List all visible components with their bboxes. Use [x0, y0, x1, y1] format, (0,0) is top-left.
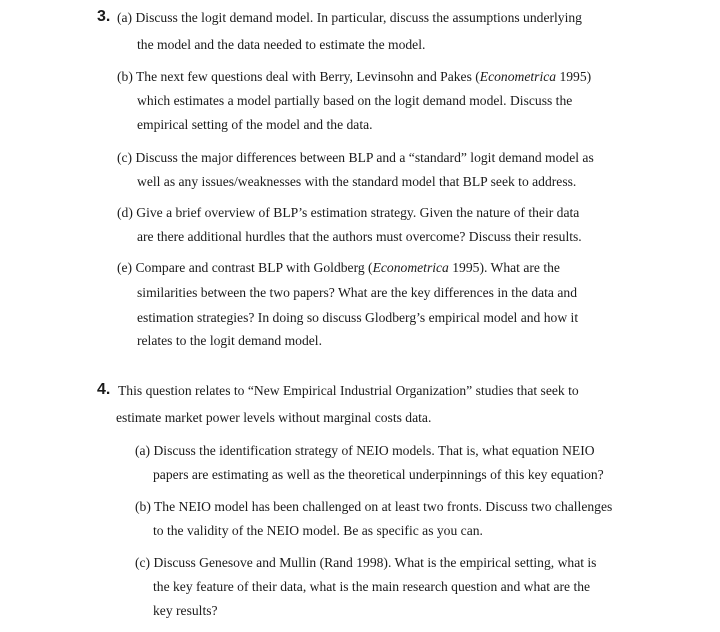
question-number: 4. — [97, 381, 111, 398]
q4a-line: (a) Discuss the identification strategy of NEIO models. That is, what equation NEIO — [135, 443, 595, 458]
q3b-line — [117, 69, 591, 85]
q3e-line: relates to the logit demand model. — [137, 333, 322, 348]
q3c-line: well as any issues/weaknesses with the standard model that BLP seek to address. — [137, 174, 577, 189]
text: (e) Compare and contrast BLP with Goldberg ( — [117, 260, 373, 275]
q4-intro-line: estimate market power levels without marginal costs data. — [116, 410, 432, 425]
question-number: 3. — [97, 8, 111, 25]
q3e-line: similarities between the two papers? What are the key differences in the data and — [137, 285, 577, 300]
q3a-line: the model and the data needed to estimate the model. — [137, 37, 426, 52]
q3c-line: (c) Discuss the major differences between BLP and a “standard” logit demand model as — [117, 150, 594, 165]
q3e-line — [117, 260, 560, 276]
journal-name: Econometrica — [479, 69, 557, 84]
q3d-line: (d) Give a brief overview of BLP’s estimation strategy. Given the nature of their data — [117, 205, 580, 220]
q4a-line: papers are estimating as well as the theoretical underpinnings of this key equation? — [153, 467, 604, 482]
q4b-line: to the validity of the NEIO model. Be as specific as you can. — [153, 523, 483, 538]
q3b-line: empirical setting of the model and the data. — [137, 117, 373, 132]
q3b-line: which estimates a model partially based on the logit demand model. Discuss the — [137, 93, 573, 108]
q4-intro-line: This question relates to “New Empirical Industrial Organization” studies that seek to — [118, 383, 579, 398]
q4c-line: (c) Discuss Genesove and Mullin (Rand 1998). What is the empirical setting, what is — [135, 555, 597, 570]
q3d-line: are there additional hurdles that the authors must overcome? Discuss their results. — [137, 229, 582, 244]
q4c-line: the key feature of their data, what is the main research question and what are the — [153, 579, 591, 594]
journal-name: Econometrica — [372, 260, 449, 275]
text: (b) The next few questions deal with Berry, Levinsohn and Pakes ( — [117, 69, 480, 84]
text: 1995) — [556, 69, 592, 84]
q4c-line: key results? — [153, 603, 218, 618]
q4b-line: (b) The NEIO model has been challenged on at least two fronts. Discuss two challenges — [135, 499, 613, 514]
q3e-line: estimation strategies? In doing so discuss Glodberg’s empirical model and how it — [137, 310, 579, 325]
text: 1995). What are the — [448, 260, 560, 275]
q3a-line: (a) Discuss the logit demand model. In particular, discuss the assumptions underlying — [117, 10, 582, 25]
